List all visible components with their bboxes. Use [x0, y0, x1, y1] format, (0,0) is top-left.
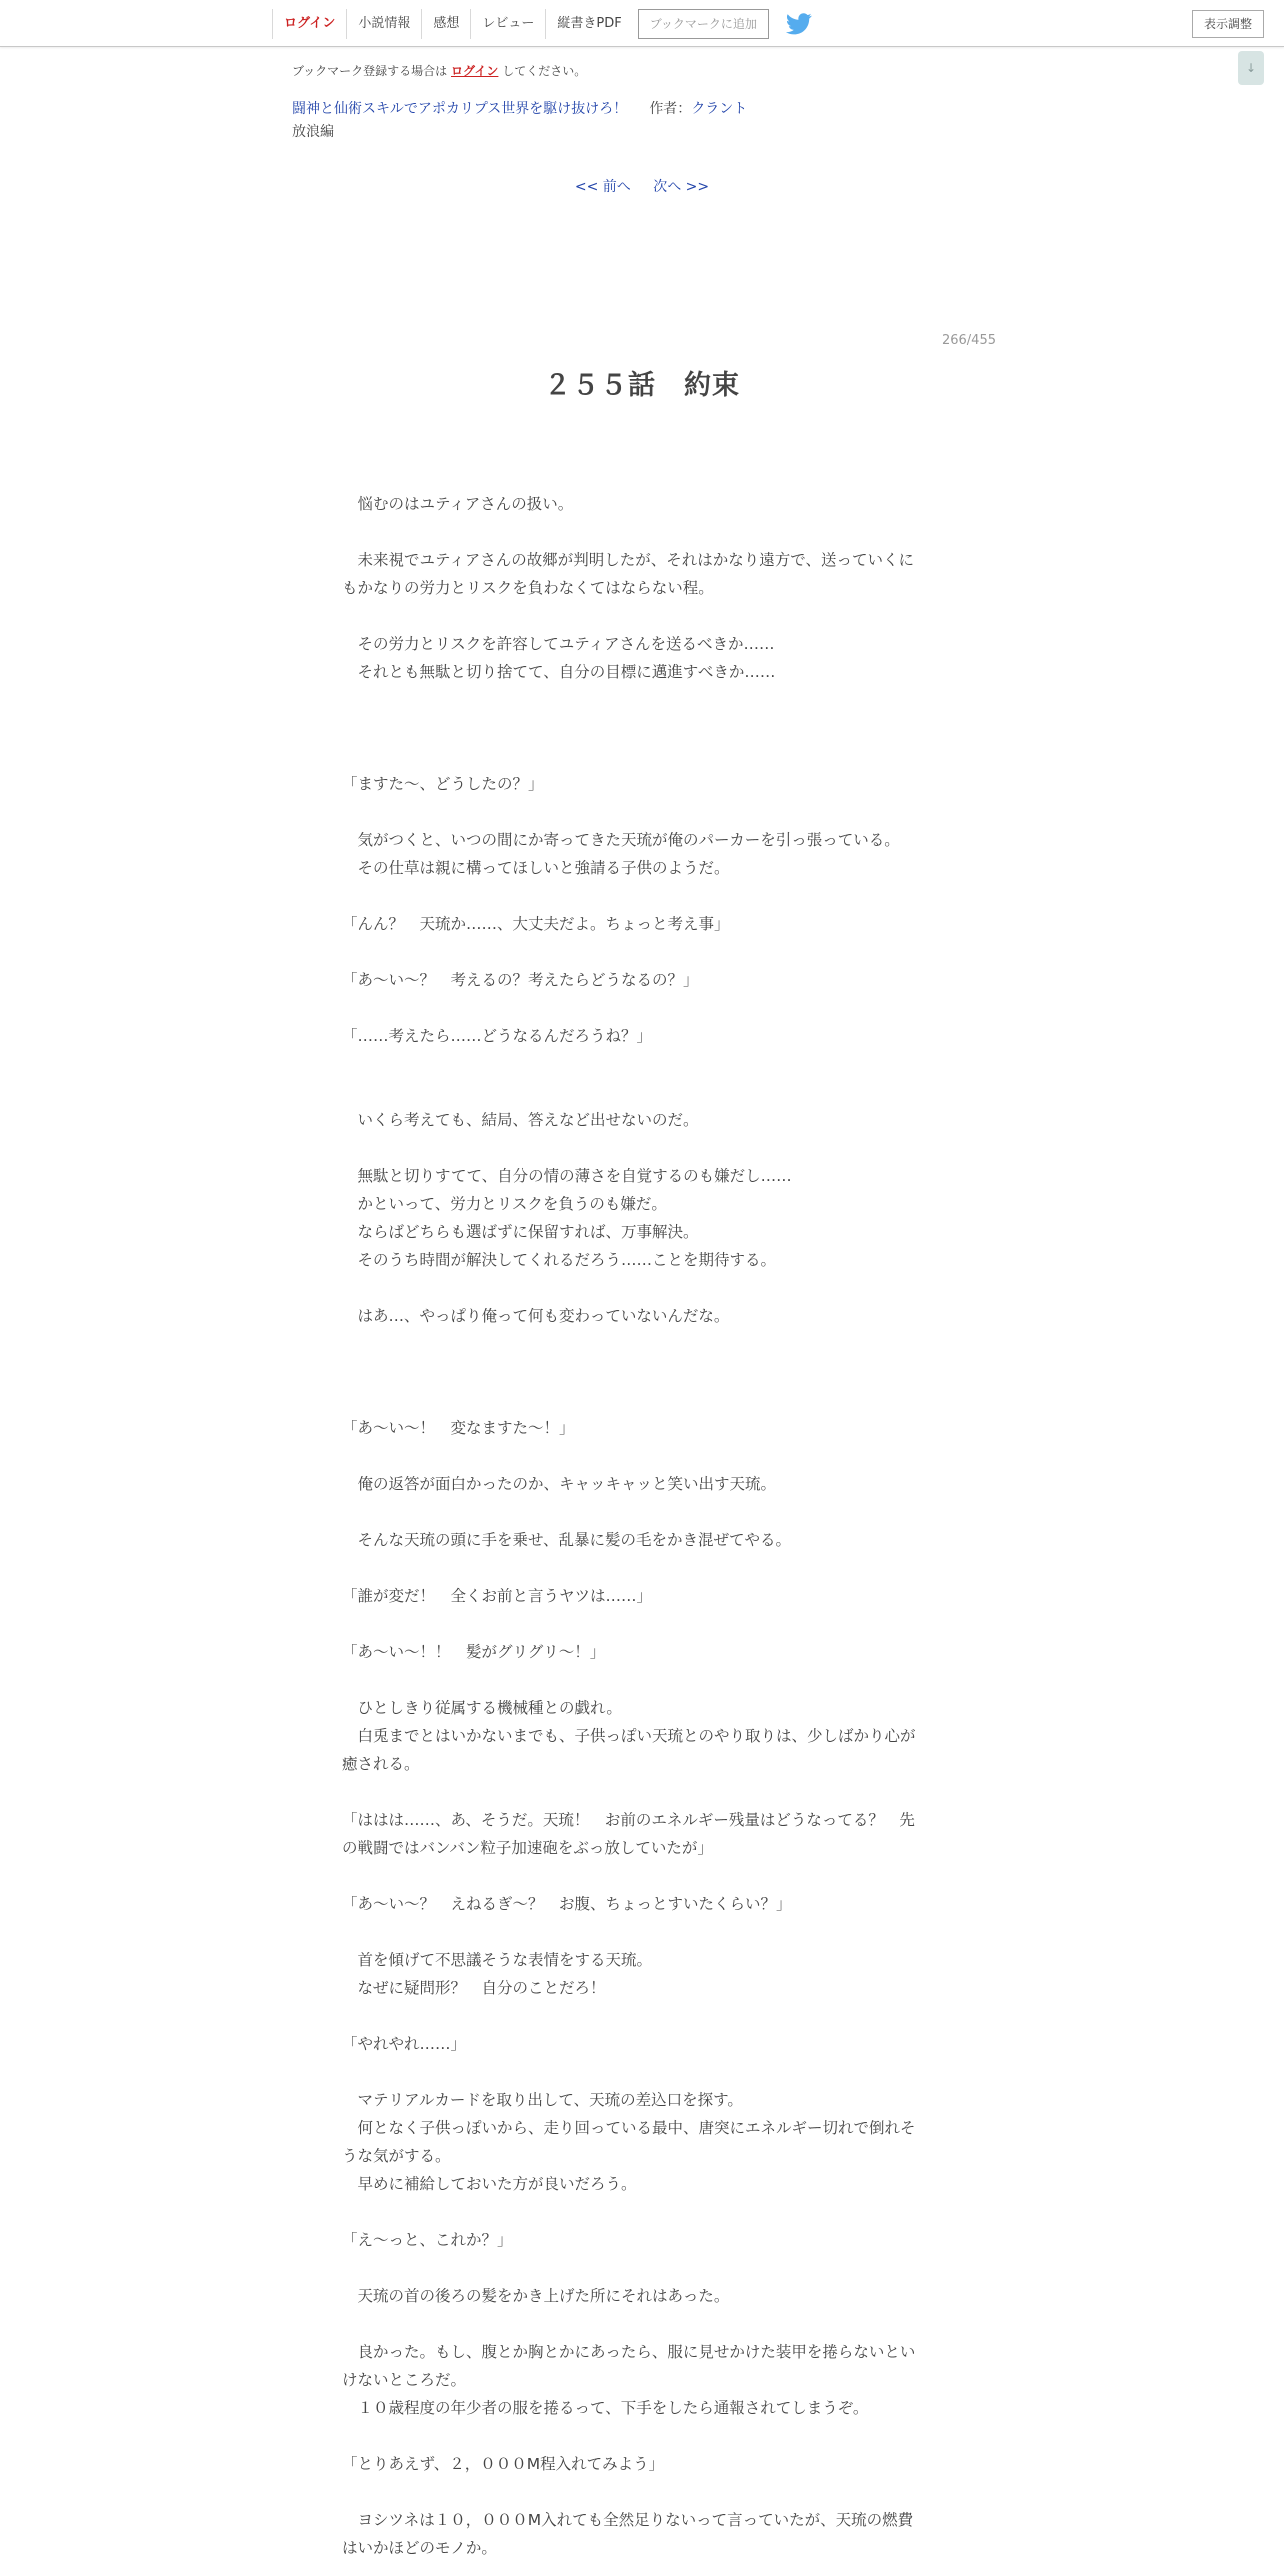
- body-line: [342, 2198, 942, 2226]
- nav-novel-info-link[interactable]: 小説情報: [346, 9, 421, 39]
- body-line: [342, 882, 942, 910]
- notice-login-link[interactable]: ログイン: [451, 64, 499, 78]
- author-link[interactable]: クラント: [691, 101, 748, 117]
- body-line: 「え～っと、これか？」: [342, 2231, 513, 2249]
- body-line: 気がつくと、いつの間にか寄ってきた天琉が俺のパーカーを引っ張っている。: [342, 831, 900, 849]
- body-line: かといって、労力とリスクを負うのも嫌だ。: [342, 1195, 667, 1213]
- nav-vertical-pdf-link[interactable]: 縦書きPDF: [545, 9, 632, 39]
- body-line: 「誰が変だ！ 全くお前と言うヤツは……」: [342, 1587, 653, 1605]
- episode-pager: [0, 176, 1284, 196]
- nav-impressions-link[interactable]: 感想: [421, 9, 470, 39]
- body-line: いくら考えても、結局、答えなど出せないのだ。: [342, 1111, 699, 1129]
- chapter-name: 放浪編: [292, 124, 334, 140]
- body-line: マテリアルカードを取り出して、天琉の差込口を探す。: [342, 2091, 743, 2109]
- body-line: 「あ～い～！ 変なますた～！」: [342, 1419, 575, 1437]
- add-bookmark-button[interactable]: ブックマークに追加: [638, 9, 769, 39]
- body-line: [342, 798, 942, 826]
- body-line: 白兎までとはいかないまでも、子供っぽい天琉とのやり取りは、少しばかり心が: [342, 1727, 916, 1745]
- body-line: [342, 2002, 942, 2030]
- body-line: 天琉の首の後ろの髪をかき上げた所にそれはあった。: [342, 2287, 730, 2305]
- body-line: 「やれやれ……」: [342, 2035, 467, 2053]
- body-line: [342, 1862, 942, 1890]
- body-line: 「……考えたら……どうなるんだろうね？」: [342, 1027, 653, 1045]
- body-line: [342, 2422, 942, 2450]
- nav-review-link[interactable]: レビュー: [470, 9, 545, 39]
- next-episode-link[interactable]: 次へ >>: [653, 179, 710, 195]
- novel-header: [292, 98, 747, 118]
- body-line: [342, 1330, 942, 1358]
- notice-text-after: してください。: [502, 64, 587, 78]
- body-line: なぜに疑問形？ 自分のことだろ！: [342, 1979, 606, 1997]
- body-line: の戦闘ではバンバン粒子加速砲をぶっ放していたが」: [342, 1839, 713, 1857]
- author-label: 作者：: [649, 101, 692, 117]
- body-line: そんな天琉の頭に手を乗せ、乱暴に髪の毛をかき混ぜてやる。: [342, 1531, 792, 1549]
- body-line: 良かった。もし、腹とか胸とかにあったら、服に見せかけた装甲を捲らないとい: [342, 2343, 916, 2361]
- body-line: [342, 1134, 942, 1162]
- body-line: [342, 686, 942, 714]
- prev-episode-link[interactable]: << 前へ: [574, 179, 631, 195]
- body-line: [342, 994, 942, 1022]
- body-line: けないところだ。: [342, 2371, 467, 2389]
- body-line: そのうち時間が解決してくれるだろう……ことを期待する。: [342, 1251, 777, 1269]
- body-line: [342, 2310, 942, 2338]
- body-line: [342, 714, 942, 742]
- episode-body: [342, 462, 942, 2562]
- body-line: 癒される。: [342, 1755, 420, 1773]
- body-line: それとも無駄と切り捨てて、自分の目標に邁進すべきか……: [342, 663, 776, 681]
- body-line: [342, 1386, 942, 1414]
- episode-title: ２５５話 約束: [544, 370, 740, 401]
- body-line: [342, 1442, 942, 1470]
- body-line: 俺の返答が面白かったのか、キャッキャッと笑い出す天琉。: [342, 1475, 777, 1493]
- body-line: もかなりの労力とリスクを負わなくてはならない程。: [342, 579, 714, 597]
- body-line: [342, 1610, 942, 1638]
- body-line: その仕草は親に構ってほしいと強請る子供のようだ。: [342, 859, 730, 877]
- bookmark-login-notice: [292, 62, 586, 79]
- body-line: 無駄と切りすてて、自分の情の薄さを自覚するのも嫌だし……: [342, 1167, 792, 1185]
- body-line: [342, 1358, 942, 1386]
- body-line: [342, 1274, 942, 1302]
- body-line: 首を傾げて不思議そうな表情をする天琉。: [342, 1951, 653, 1969]
- body-line: [342, 1554, 942, 1582]
- body-line: 「あ～い～？ 考えるの？考えたらどうなるの？」: [342, 971, 699, 989]
- body-line: [342, 1666, 942, 1694]
- body-line: はいかほどのモノか。: [342, 2539, 497, 2557]
- body-line: うな気がする。: [342, 2147, 451, 2165]
- scroll-down-button[interactable]: ↓: [1238, 51, 1264, 85]
- body-line: [342, 938, 942, 966]
- body-line: 「んん？ 天琉か……、大丈夫だよ。ちょっと考え事」: [342, 915, 730, 933]
- notice-text-before: ブックマーク登録する場合は: [292, 64, 448, 78]
- body-line: 悩むのはユティアさんの扱い。: [342, 495, 574, 513]
- nav-menu: [272, 8, 812, 40]
- body-line: その労力とリスクを許容してユティアさんを送るべきか……: [342, 635, 775, 653]
- body-line: [342, 602, 942, 630]
- twitter-bird-icon[interactable]: [786, 13, 812, 35]
- body-line: [342, 2254, 942, 2282]
- body-line: [342, 462, 942, 490]
- body-line: 「あ～い～！！ 髪がグリグリ～！」: [342, 1643, 606, 1661]
- body-line: [342, 1078, 942, 1106]
- body-line: [342, 1498, 942, 1526]
- body-line: [342, 518, 942, 546]
- body-line: 「ますた～、どうしたの？」: [342, 775, 544, 793]
- body-line: 「あ～い～？ えねるぎ～？ お腹、ちょっとすいたくらい？」: [342, 1895, 792, 1913]
- body-line: [342, 1050, 942, 1078]
- body-line: [342, 2478, 942, 2506]
- nav-login-link[interactable]: ログイン: [272, 9, 346, 39]
- body-line: 何となく子供っぽいから、走り回っている最中、唐突にエネルギー切れで倒れそ: [342, 2119, 916, 2137]
- novel-title-link[interactable]: 闘神と仙術スキルでアポカリプス世界を駆け抜けろ！: [292, 101, 628, 117]
- body-line: はあ…、やっぱり俺って何も変わっていないんだな。: [342, 1307, 730, 1325]
- top-navigation-bar: [0, 0, 1284, 47]
- body-line: ヨシツネは１０，０００M入れても全然足りないって言っていたが、天琉の燃費: [342, 2511, 914, 2529]
- body-line: ひとしきり従属する機械種との戯れ。: [342, 1699, 622, 1717]
- body-line: 未来視でユティアさんの故郷が判明したが、それはかなり遠方で、送っていくに: [342, 551, 914, 569]
- episode-counter: 266/455: [941, 333, 996, 348]
- body-line: １０歳程度の年少者の服を捲るって、下手をしたら通報されてしまうぞ。: [342, 2399, 869, 2417]
- body-line: 「ははは……、あ、そうだ。天琉！ お前のエネルギー残量はどうなってる？ 先: [342, 1811, 915, 1829]
- body-line: [342, 2058, 942, 2086]
- body-line: 早めに補給しておいた方が良いだろう。: [342, 2175, 637, 2193]
- body-line: [342, 1918, 942, 1946]
- body-line: 「とりあえず、２，０００M程入れてみよう」: [342, 2455, 665, 2473]
- body-line: ならばどちらも選ばずに保留すれば、万事解決。: [342, 1223, 699, 1241]
- body-line: [342, 742, 942, 770]
- display-settings-button[interactable]: 表示調整: [1192, 10, 1264, 38]
- body-line: [342, 1778, 942, 1806]
